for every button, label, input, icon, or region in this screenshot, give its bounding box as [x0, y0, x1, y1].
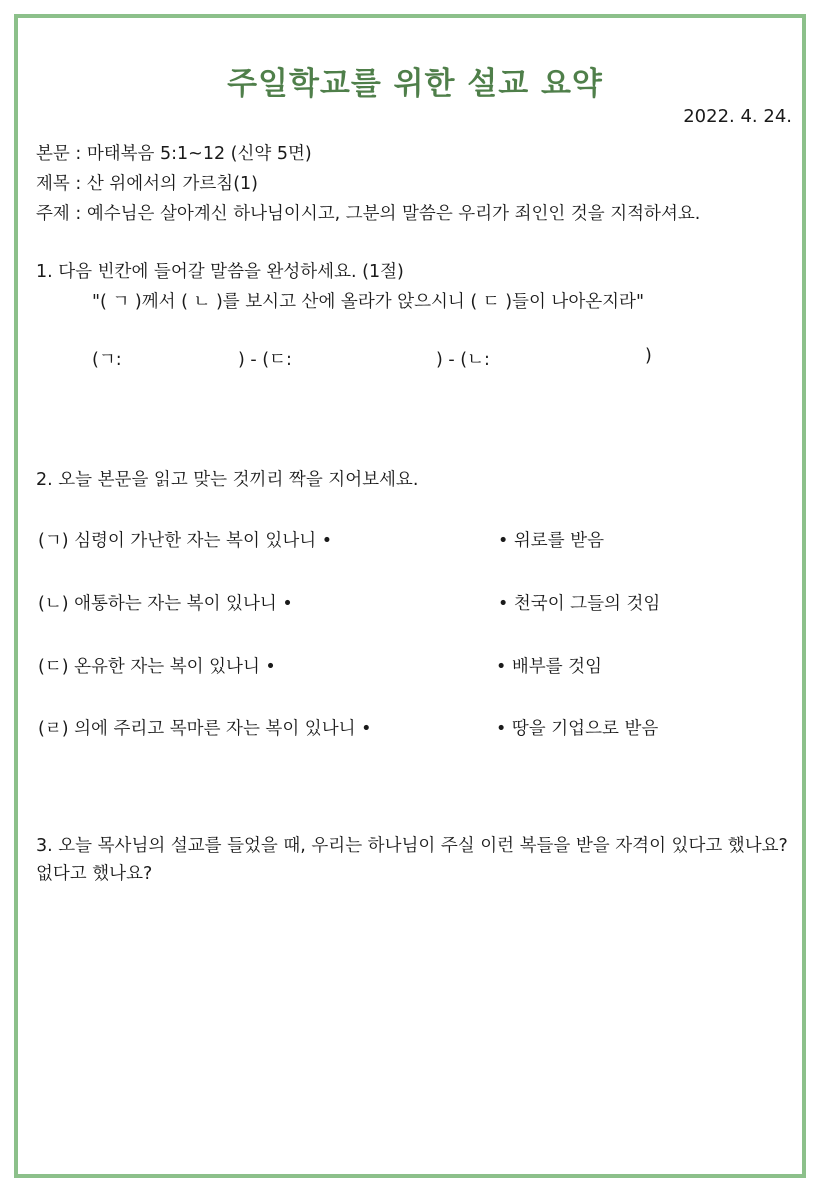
- scripture-line: 본문 : 마태복음 5:1~12 (신약 5면): [36, 144, 312, 164]
- blank-end: ): [645, 346, 652, 366]
- question-2: 2. 오늘 본문을 읽고 맞는 것끼리 짝을 지어보세요.: [36, 470, 419, 490]
- match-left-item: (ㄷ) 온유한 자는 복이 있나니 •: [38, 657, 276, 677]
- match-left-item: (ㄹ) 의에 주리고 목마른 자는 복이 있나니 •: [38, 719, 372, 739]
- question-1: 1. 다음 빈칸에 들어갈 말씀을 완성하세요. (1절): [36, 262, 404, 282]
- blank-3: ) - (ㄴ:: [436, 350, 490, 370]
- match-right-item: • 배부를 것임: [496, 657, 602, 677]
- match-left-item: (ㄱ) 심령이 가난한 자는 복이 있나니 •: [38, 531, 333, 551]
- match-right-item: • 위로를 받음: [498, 531, 604, 551]
- subject-line: 제목 : 산 위에서의 가르침(1): [36, 174, 258, 194]
- blank-1: (ㄱ:: [92, 350, 122, 370]
- question-3: 3. 오늘 목사님의 설교를 들었을 때, 우리는 하나님이 주실 이런 복들을 받을 자격이 있다고 했나요? 없다고 했나요?: [36, 836, 788, 884]
- verse-quote: "( ㄱ )께서 ( ㄴ )를 보시고 산에 올라가 앉으시니 ( ㄷ )들이 나아온지라": [92, 292, 645, 312]
- date: 2022. 4. 24.: [683, 106, 792, 127]
- match-right-item: • 땅을 기업으로 받음: [496, 719, 659, 739]
- theme-line: 주제 : 예수님은 살아계신 하나님이시고, 그분의 말씀은 우리가 죄인인 것을 지적하셔요.: [36, 204, 701, 224]
- match-right-item: • 천국이 그들의 것임: [498, 594, 661, 614]
- blank-2: ) - (ㄷ:: [238, 350, 292, 370]
- match-left-item: (ㄴ) 애통하는 자는 복이 있나니 •: [38, 594, 293, 614]
- page-title: 주일학교를 위한 설교 요약: [227, 66, 603, 102]
